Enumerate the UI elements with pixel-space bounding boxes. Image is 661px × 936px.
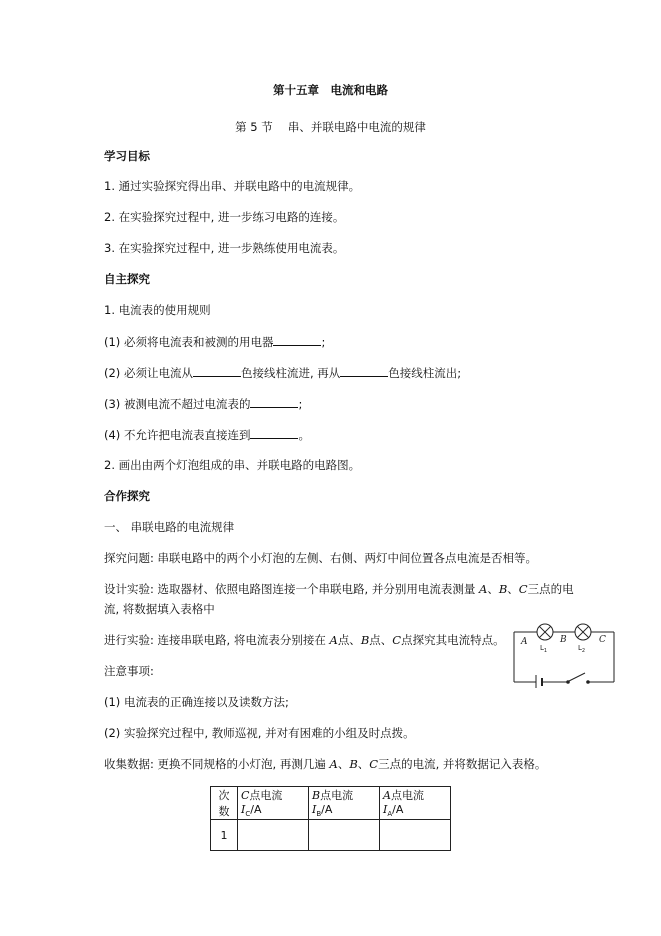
fill-blank[interactable] xyxy=(250,395,298,408)
lamp-l1-icon xyxy=(537,624,553,640)
rule-text: (3) 被测电流不超过电流表的 xyxy=(104,397,251,411)
circuit-label-l2: $L_2$ xyxy=(578,644,586,654)
circuit-label-c: C xyxy=(599,635,606,645)
fill-blank[interactable] xyxy=(193,364,241,377)
table-header-cell: C点电流 $I_C/A$ xyxy=(238,787,309,820)
question-text: 探究问题: 串联电路中的两个小灯泡的左侧、右侧、两灯中间位置各点电流是否相等。 xyxy=(104,551,538,565)
rule-3 xyxy=(104,395,302,412)
point-label: A xyxy=(329,757,338,771)
text-span: 三点的电流, 并将数据记入表格。 xyxy=(378,757,547,771)
fill-blank[interactable] xyxy=(250,426,298,439)
text-span: 、 xyxy=(337,757,350,771)
series-circuit-diagram xyxy=(508,622,620,688)
circuit-label-l1: $L_1$ xyxy=(540,644,548,654)
rule-text: 。 xyxy=(298,428,310,442)
chapter-title: 第十五章 电流和电路 xyxy=(273,83,388,97)
self-study-heading: 自主探究 xyxy=(104,272,150,286)
rule-text: ; xyxy=(321,335,326,349)
design-text: 流, 将数据填入表格中 xyxy=(104,602,215,616)
rule-text: 色接线柱流出; xyxy=(388,366,462,380)
goals-heading: 学习目标 xyxy=(104,149,150,163)
rule-4 xyxy=(104,426,310,443)
circuit-label-b: B xyxy=(560,635,567,645)
point-label: B xyxy=(360,633,370,647)
text-span: 、 xyxy=(507,582,519,596)
point-label: B xyxy=(498,582,508,596)
text-span: 、 xyxy=(357,757,370,771)
text-span: 点、 xyxy=(337,633,361,647)
table-cell[interactable] xyxy=(380,820,451,851)
section-title: 第 5 节 串、并联电路中电流的规律 xyxy=(235,120,426,134)
text-span: 、 xyxy=(487,582,499,596)
data-table xyxy=(210,786,451,851)
rule-text: 色接线柱流进, 再从 xyxy=(240,366,341,380)
notes-heading: 注意事项: xyxy=(104,664,154,678)
rule-text: (2) 必须让电流从 xyxy=(104,366,193,380)
goal-item: 1. 通过实验探究得出串、并联电路中的电流规律。 xyxy=(104,179,361,193)
design-text xyxy=(104,581,574,597)
text-span: 点、 xyxy=(369,633,393,647)
table-header-row xyxy=(211,787,451,820)
table-header-cell: 次数 xyxy=(211,787,238,820)
note-item: (2) 实验探究过程中, 教师巡视, 并对有困难的小组及时点拨。 xyxy=(104,726,415,740)
circuit-label-a: A xyxy=(521,637,528,647)
cooperation-subheading: 一、 串联电路的电流规律 xyxy=(104,520,235,534)
point-label: C xyxy=(369,757,379,771)
text-span: 点探究其电流特点。 xyxy=(401,633,505,647)
rule-2 xyxy=(104,364,461,381)
rule-text: (4) 不允许把电流表直接连到 xyxy=(104,428,251,442)
table-header-cell: A点电流 $I_A/A$ xyxy=(380,787,451,820)
lamp-l2-icon xyxy=(575,624,591,640)
goal-item: 2. 在实验探究过程中, 进一步练习电路的连接。 xyxy=(104,210,345,224)
rule-text: (1) 必须将电流表和被测的用电器 xyxy=(104,335,274,349)
self-study-item: 2. 画出由两个灯泡组成的串、并联电路的电路图。 xyxy=(104,458,361,472)
note-item: (1) 电流表的正确连接以及读数方法; xyxy=(104,695,289,709)
table-header-cell: B点电流 $I_B/A$ xyxy=(309,787,380,820)
text-span: 三点的电 xyxy=(527,582,574,596)
text-span: 设计实验: 选取器材、依照电路图连接一个串联电路, 并分别用电流表测量 xyxy=(104,582,479,596)
table-row xyxy=(211,820,451,851)
rule-1 xyxy=(104,333,325,350)
point-label: C xyxy=(392,633,402,647)
self-study-item: 1. 电流表的使用规则 xyxy=(104,303,211,317)
conduct-text xyxy=(104,632,505,648)
fill-blank[interactable] xyxy=(340,364,388,377)
text-span: 进行实验: 连接串联电路, 将电流表分别接在 xyxy=(104,633,330,647)
rule-text: ; xyxy=(298,397,303,411)
point-label: A xyxy=(329,633,338,647)
collect-text xyxy=(104,756,546,772)
fill-blank[interactable] xyxy=(273,333,321,346)
point-label: B xyxy=(349,757,358,771)
table-cell: 1 xyxy=(211,820,238,851)
point-label: C xyxy=(518,582,528,596)
table-cell[interactable] xyxy=(238,820,309,851)
switch-icon xyxy=(567,673,590,683)
cooperation-heading: 合作探究 xyxy=(104,489,150,503)
table-cell[interactable] xyxy=(309,820,380,851)
goal-item: 3. 在实验探究过程中, 进一步熟练使用电流表。 xyxy=(104,241,345,255)
text-span: 收集数据: 更换不同规格的小灯泡, 再测几遍 xyxy=(104,757,330,771)
point-label: A xyxy=(479,582,488,596)
